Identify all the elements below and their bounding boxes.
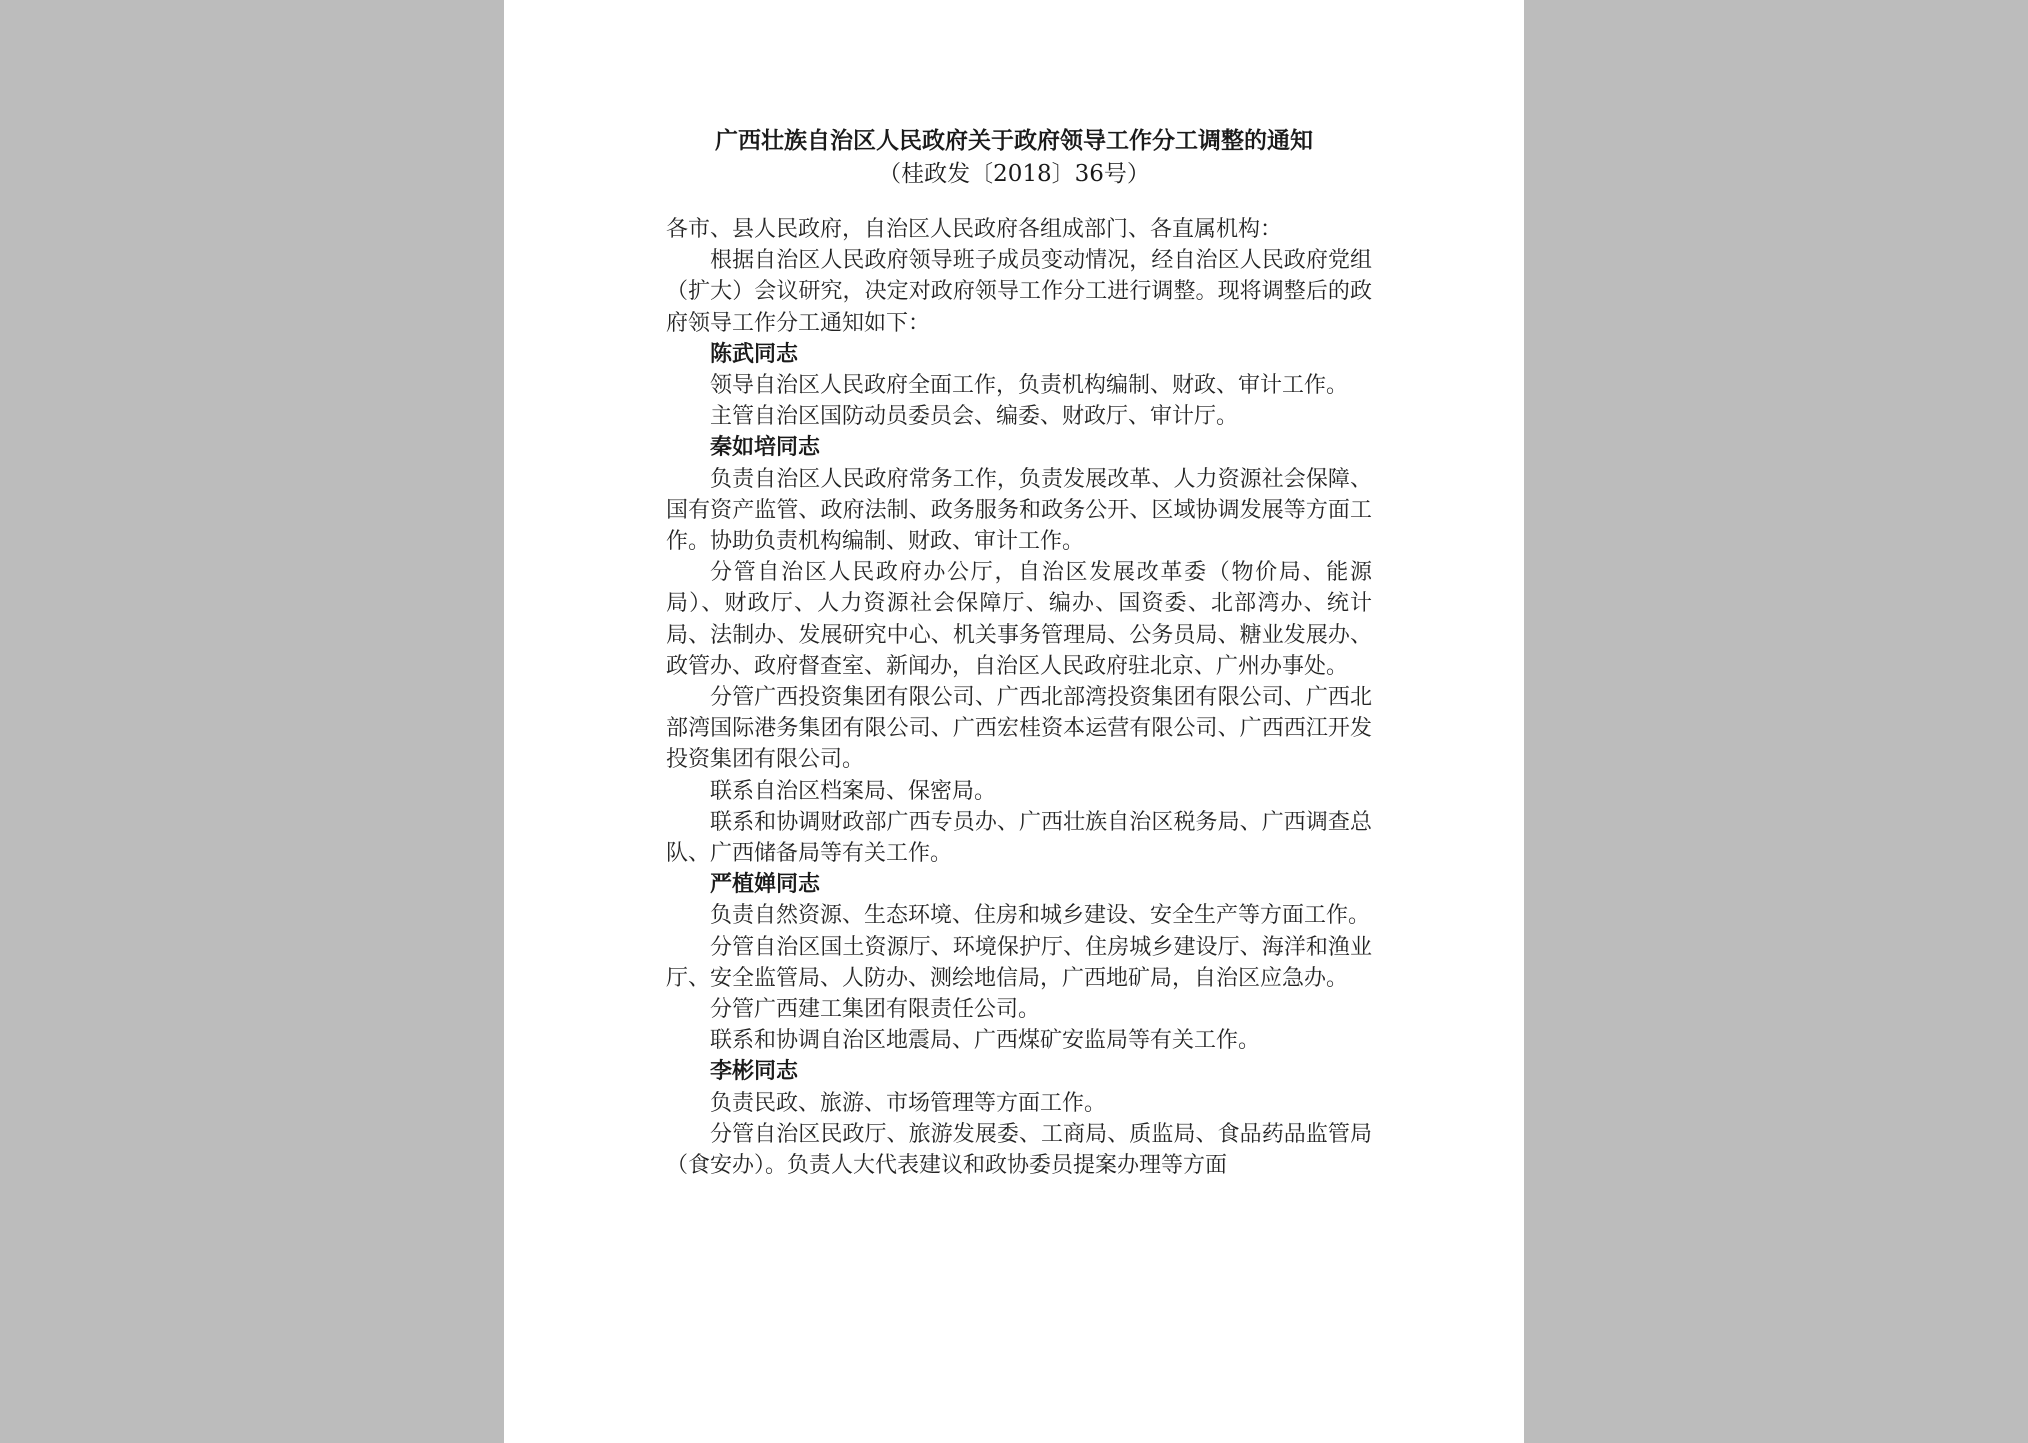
paragraph: 联系和协调财政部广西专员办、广西壮族自治区税务局、广西调查总队、广西储备局等有关工作。: [666, 809, 1372, 867]
section-heading-qin-rupei: 秦如培同志: [710, 434, 821, 461]
paragraph: 联系和协调自治区地震局、广西煤矿安监局等有关工作。: [710, 1028, 1261, 1054]
document-body: [666, 214, 1372, 1181]
section-heading-li-bin: 李彬同志: [710, 1058, 799, 1085]
paragraph: 分管广西建工集团有限责任公司。: [710, 997, 1041, 1023]
document-title: 广西壮族自治区人民政府关于政府领导工作分工调整的通知: [715, 127, 1313, 154]
paragraph: 分管自治区人民政府办公厅，自治区发展改革委（物价局、能源局）、财政厅、人力资源社会保障厅、编办、国资委、北部湾办、统计局、法制办、发展研究中心、机关事务管理局、公务员局、糖业发展办、政管办、政府督查室、新闻办，自治区人民政府驻北京、广州办事处。: [666, 560, 1372, 679]
paragraph: 主管自治区国防动员委员会、编委、财政厅、审计厅。: [710, 404, 1239, 430]
paragraph: 负责民政、旅游、市场管理等方面工作。: [710, 1090, 1107, 1116]
paragraph: 分管广西投资集团有限公司、广西北部湾投资集团有限公司、广西北部湾国际港务集团有限公司、广西宏桂资本运营有限公司、广西西江开发投资集团有限公司。: [666, 685, 1372, 773]
paragraph: 分管自治区国土资源厅、环境保护厅、住房城乡建设厅、海洋和渔业厅、安全监管局、人防办、测绘地信局，广西地矿局，自治区应急办。: [666, 934, 1372, 991]
paragraph: 负责自治区人民政府常务工作，负责发展改革、人力资源社会保障、国有资产监管、政府法制、政务服务和政务公开、区域协调发展等方面工作。协助负责机构编制、财政、审计工作。: [666, 466, 1372, 555]
document-number: （桂政发〔2018〕36号）: [878, 161, 1150, 187]
intro-paragraph: 根据自治区人民政府领导班子成员变动情况，经自治区人民政府党组（扩大）会议研究，决定对政府领导工作分工进行调整。现将调整后的政府领导工作分工通知如下：: [666, 248, 1372, 336]
section-heading-yan-zhichan: 严植婵同志: [710, 871, 821, 898]
salutation: 各市、县人民政府，自治区人民政府各组成部门、各直属机构：: [666, 217, 1283, 242]
paragraph: 负责自然资源、生态环境、住房和城乡建设、安全生产等方面工作。: [710, 903, 1371, 929]
paragraph: 领导自治区人民政府全面工作，负责机构编制、财政、审计工作。: [710, 373, 1349, 399]
paragraph: 联系自治区档案局、保密局。: [710, 778, 997, 804]
paragraph: 分管自治区民政厅、旅游发展委、工商局、质监局、食品药品监管局（食安办）。负责人大代表建议和政协委员提案办理等方面: [666, 1121, 1372, 1179]
document-page: [504, 0, 1524, 1443]
section-heading-chen-wu: 陈武同志: [710, 340, 799, 367]
